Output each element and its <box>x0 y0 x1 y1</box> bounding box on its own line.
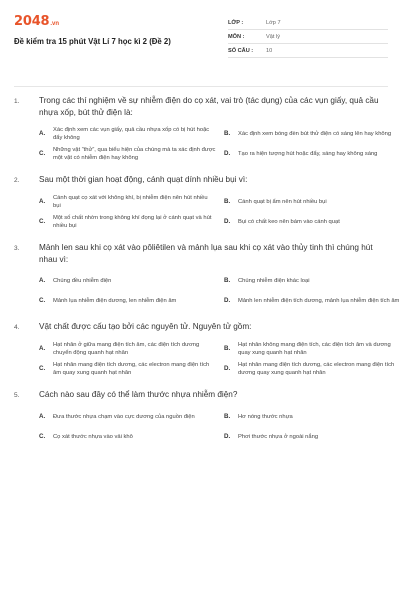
option-text: Phơi thước nhựa ở ngoài nắng <box>238 434 319 440</box>
option-text: Cánh quạt cọ xát với không khí, bị nhiễm điện nên hút nhiều bụi <box>53 195 208 209</box>
title-block <box>14 14 171 46</box>
question-3 <box>14 242 400 311</box>
option-letter: B. <box>224 345 231 352</box>
meta-label: SỐ CÂU : <box>228 47 254 54</box>
option-text: Mảnh len nhiễm điện tích dương, mảnh lụa nhiễm điện tích âm <box>238 298 400 304</box>
option-letter: B. <box>224 198 231 205</box>
question-number: 4. <box>14 324 20 331</box>
option-letter: D. <box>224 218 231 225</box>
meta-table <box>228 16 388 58</box>
question-text: Cách nào sau đây có thể làm thước nhựa nhiễm điện? <box>39 390 238 399</box>
option-grid <box>14 407 388 447</box>
question-5 <box>14 389 388 447</box>
option-text: Xác định xem các vụn giấy, quả cầu nhựa xốp có bị hút hoặc đẩy không <box>53 127 210 141</box>
option-d[interactable] <box>224 359 400 379</box>
option-letter: A. <box>39 277 46 284</box>
option-text: Đưa thước nhựa chạm vào cực dương của nguồn điện <box>53 414 195 420</box>
option-grid <box>14 192 388 232</box>
question-text: Mảnh len sau khi cọ xát vào pôliêtilen và mảnh lụa sau khi cọ xát vào thủy tinh thì chúng hút nhau vì: <box>39 243 373 264</box>
meta-label: LỚP : <box>228 19 244 26</box>
question-number: 3. <box>14 245 20 252</box>
option-letter: B. <box>224 413 231 420</box>
question-number: 5. <box>14 392 20 399</box>
question-2 <box>14 174 388 232</box>
option-text: Một số chất nhờn trong không khí đọng lại ở cánh quạt và hút nhiều bụi <box>53 215 212 229</box>
page-header <box>14 14 388 66</box>
option-c[interactable] <box>39 144 224 164</box>
option-letter: B. <box>224 130 231 137</box>
option-d[interactable] <box>224 212 400 232</box>
meta-value: 10 <box>266 47 273 54</box>
option-a[interactable] <box>39 339 224 359</box>
logo-text: 2048 <box>14 14 50 29</box>
option-letter: C. <box>39 150 46 157</box>
option-letter: A. <box>39 198 46 205</box>
option-b[interactable] <box>224 124 400 144</box>
option-c[interactable] <box>39 427 224 447</box>
option-d[interactable] <box>224 291 400 311</box>
option-text: Chúng đều nhiễm điện <box>53 278 112 284</box>
option-b[interactable] <box>224 407 400 427</box>
question-4 <box>14 321 395 379</box>
brand-logo[interactable] <box>14 14 171 29</box>
option-grid <box>14 271 400 311</box>
meta-label: MÔN : <box>228 33 245 40</box>
option-letter: C. <box>39 433 46 440</box>
option-c[interactable] <box>39 359 224 379</box>
option-letter: A. <box>39 413 46 420</box>
meta-row-count <box>228 44 388 58</box>
question-number: 2. <box>14 177 20 184</box>
option-letter: D. <box>224 365 231 372</box>
option-grid <box>14 124 392 164</box>
question-list <box>14 95 400 447</box>
option-text: Hơ nóng thước nhựa <box>238 414 293 420</box>
option-text: Cánh quạt bị ẩm nên hút nhiều bụi <box>238 199 327 205</box>
option-text: Hạt nhân mang điện tích dương, các electron mang điện tích dương quay xung quanh hạt nhân <box>238 362 395 376</box>
logo-suffix: .vn <box>50 21 60 27</box>
option-text: Cọ xát thước nhựa vào vải khô <box>53 434 133 440</box>
option-letter: B. <box>224 277 231 284</box>
option-grid <box>14 339 395 379</box>
option-letter: D. <box>224 150 231 157</box>
meta-value: Lớp 7 <box>266 19 281 26</box>
option-text: Mảnh lụa nhiễm điện dương, len nhiễm điện âm <box>53 298 177 304</box>
option-text: Chúng nhiễm điện khác loại <box>238 278 310 284</box>
option-text: Hạt nhân ở giữa mang điện tích âm, các điện tích dương chuyển động quanh hạt nhân <box>53 342 200 356</box>
option-text: Tạo ra hiện tượng hút hoặc đẩy, sáng hay không sáng <box>238 151 378 157</box>
option-a[interactable] <box>39 124 224 144</box>
question-text: Trong các thí nghiệm về sự nhiễm điện do cọ xát, vai trò (tác dụng) của các vụn giấy, quả cầu nhựa xốp, bút thử điện là: <box>39 96 379 117</box>
page-title: Đề kiểm tra 15 phút Vật Lí 7 học kì 2 (Đề 2) <box>14 37 171 46</box>
option-d[interactable] <box>224 427 400 447</box>
option-text: Hạt nhân không mang điện tích, các điện tích âm và dương quay xung quanh hạt nhân <box>238 342 391 356</box>
meta-row-subject <box>228 30 388 44</box>
option-a[interactable] <box>39 407 224 427</box>
option-text: Bụi có chất keo nên bám vào cánh quạt <box>238 219 340 225</box>
meta-value: Vật lý <box>266 33 280 40</box>
header-divider <box>14 86 388 87</box>
option-letter: C. <box>39 218 46 225</box>
question-number: 1. <box>14 98 20 105</box>
option-d[interactable] <box>224 144 400 164</box>
option-letter: C. <box>39 297 46 304</box>
option-letter: A. <box>39 130 46 137</box>
option-a[interactable] <box>39 271 224 291</box>
option-b[interactable] <box>224 339 400 359</box>
option-letter: D. <box>224 297 231 304</box>
question-1 <box>14 95 392 164</box>
option-b[interactable] <box>224 192 400 212</box>
question-text: Sau một thời gian hoạt động, cánh quạt dính nhiều bụi vì: <box>39 175 248 184</box>
option-text: Xác định xem bóng đèn bút thử điện có sáng lên hay không <box>238 131 392 137</box>
option-letter: A. <box>39 345 46 352</box>
option-b[interactable] <box>224 271 400 291</box>
option-text: Hạt nhân mang điện tích dương, các electron mang điện tích âm quay xung quanh hạt nhân <box>53 362 210 376</box>
option-letter: C. <box>39 365 46 372</box>
question-text: Vật chất được cấu tạo bởi các nguyên tử. Nguyên tử gồm: <box>39 322 252 331</box>
option-text: Những vật “thử”, qua biểu hiện của chúng mà ta xác định được một vật có nhiễm điện hay không <box>53 147 216 161</box>
meta-row-class <box>228 16 388 30</box>
option-c[interactable] <box>39 212 224 232</box>
option-a[interactable] <box>39 192 224 212</box>
option-letter: D. <box>224 433 231 440</box>
option-c[interactable] <box>39 291 224 311</box>
